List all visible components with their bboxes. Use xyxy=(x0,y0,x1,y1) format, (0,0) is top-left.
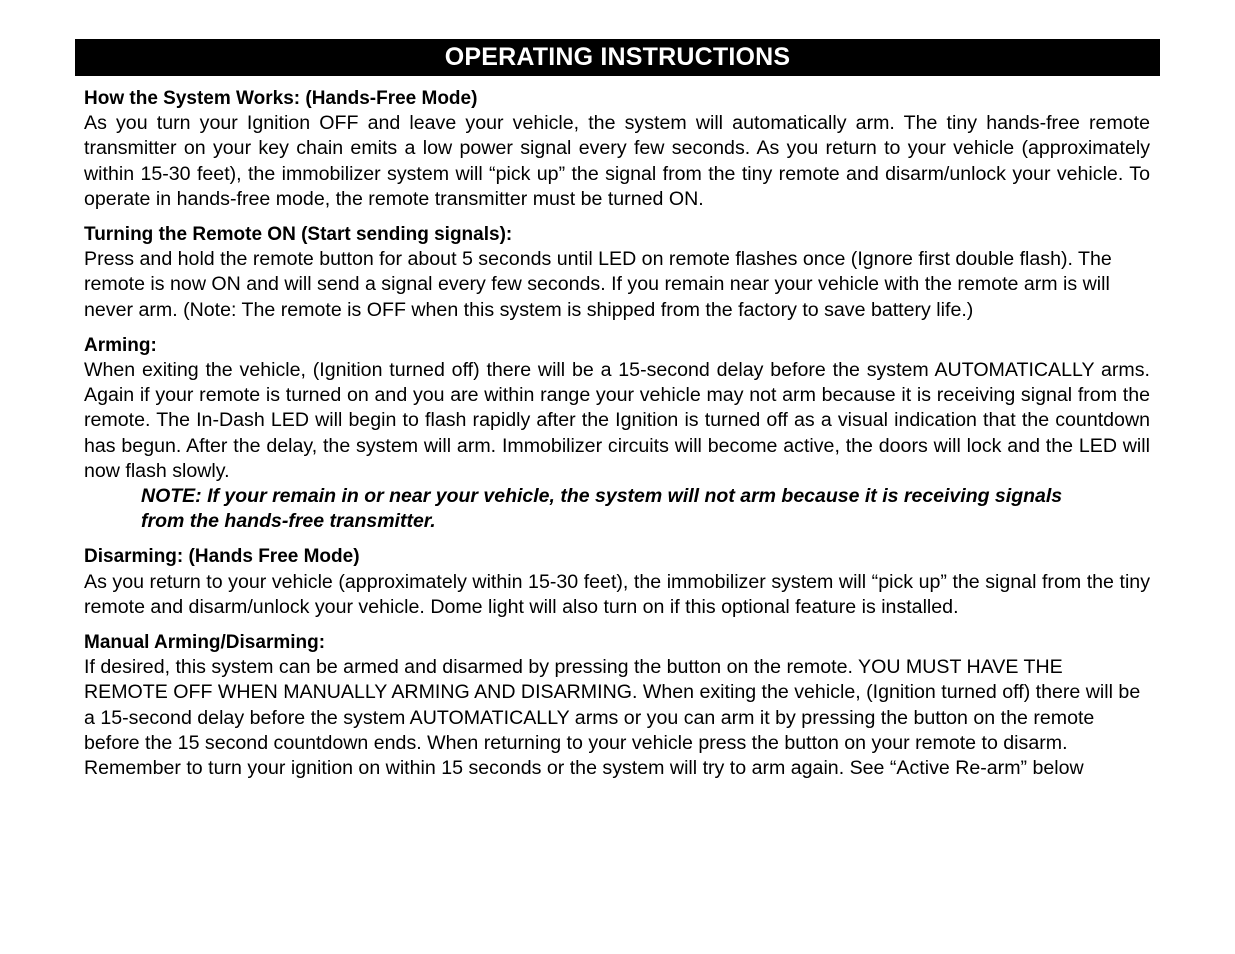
section-heading: Disarming: (Hands Free Mode) xyxy=(84,546,360,568)
arming-note: NOTE: If your remain in or near your vehicle, the system will not arm because it is receiving signals from the hands-free transmitter. xyxy=(141,485,1063,533)
section-paragraph: If desired, this system can be armed and disarmed by pressing the button on the remote. YOU MUST HAVE THE REMOTE OFF WHEN MANUALLY ARMING AND DISARMING. When exiting the vehicle, (Ignition turned off) there will be a 15-second delay before the system AUTOMATICALLY arms or you can arm it by pressing the button on the remote before the 15 second countdown ends. When returning to your vehicle press the button on your remote to disarm. Remember to turn your ignition on within 15 seconds or the system will try to arm again. See “Active Re-arm” below xyxy=(84,656,1141,780)
instructions-body xyxy=(84,86,1150,791)
page-title: OPERATING INSTRUCTIONS xyxy=(75,39,1160,76)
section-heading: How the System Works: (Hands-Free Mode) xyxy=(84,88,478,109)
section-paragraph: As you return to your vehicle (approximately within 15-30 feet), the immobilizer system will “pick up” the signal from the tiny remote and disarm/unlock your vehicle. Dome light will also turn on if this optional feature is installed. xyxy=(84,570,1150,618)
section-paragraph: As you turn your Ignition OFF and leave your vehicle, the system will automatically arm. The tiny hands-free remote transmitter on your key chain emits a low power signal every few seconds. As you return to your vehicle (approximately within 15-30 feet), the immobilizer system will “pick up” the signal from the tiny remote and disarm/unlock your vehicle. To operate in hands-free mode, the remote transmitter must be turned ON. xyxy=(84,112,1150,210)
section-remote-on xyxy=(84,222,1150,323)
section-how-system-works xyxy=(84,86,1150,212)
section-disarming xyxy=(84,544,1150,620)
section-paragraph: When exiting the vehicle, (Ignition turned off) there will be a 15-second delay before the system AUTOMATICALLY arms. Again if your remote is turned on and you are within range your vehicle may not arm because it is receiving signal from the remote. The In-Dash LED will begin to flash rapidly after the Ignition is turned off as a visual indication that the countdown has begun. After the delay, the system will arm. Immobilizer circuits will become active, the doors will lock and the LED will now flash slowly. xyxy=(84,359,1150,482)
section-paragraph: Press and hold the remote button for about 5 seconds until LED on remote flashes once (Ignore first double flash). The remote is now ON and will send a signal every few seconds. If you remain near your vehicle with the remote arm is will never arm. (Note: The remote is OFF when this system is shipped from the factory to save battery life.) xyxy=(84,248,1112,321)
section-manual-arming xyxy=(84,630,1150,781)
section-heading: Arming: xyxy=(84,334,157,356)
section-arming xyxy=(84,333,1150,535)
section-heading: Manual Arming/Disarming: xyxy=(84,632,326,654)
section-heading: Turning the Remote ON (Start sending signals): xyxy=(84,224,513,246)
